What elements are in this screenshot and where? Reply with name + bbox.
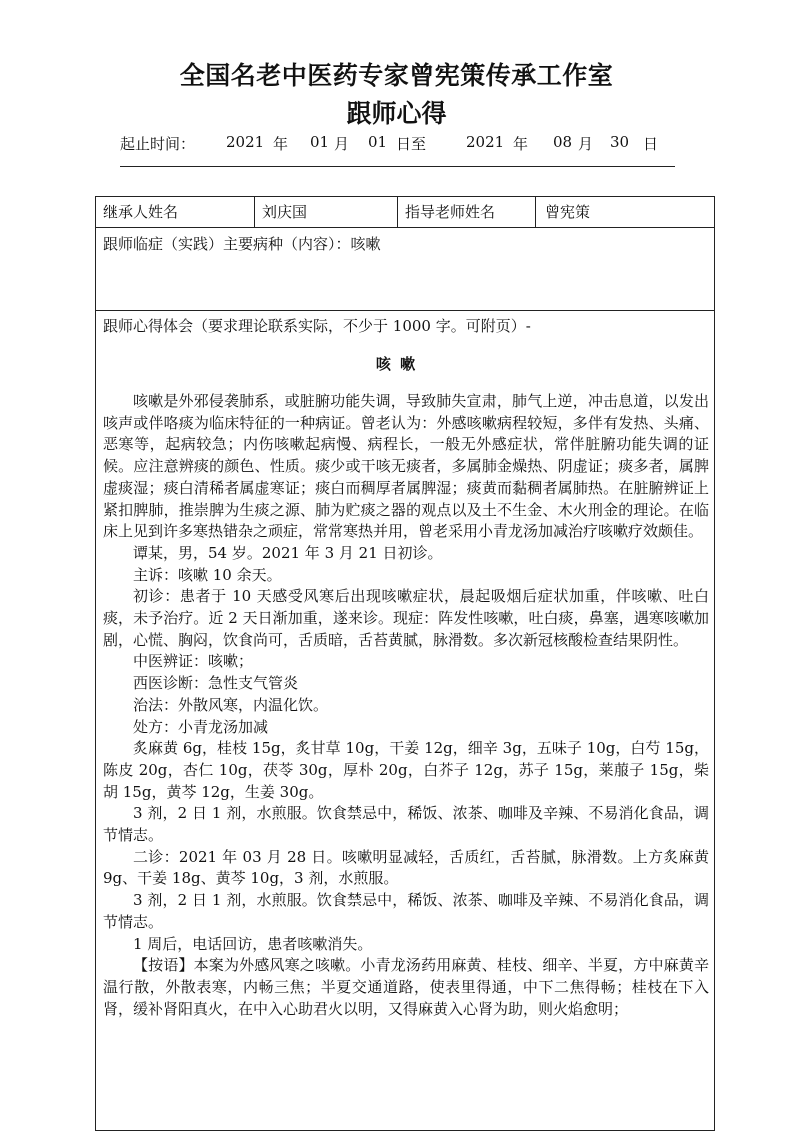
essay-paragraph: 3 剂，2 日 1 剂，水煎服。饮食禁忌中，稀饭、浓茶、咖啡及辛辣、不易消化食品，调节情志。: [103, 804, 709, 845]
start-year-char: 年: [273, 135, 289, 153]
col-divider-1: [254, 196, 255, 227]
essay-paragraph: 【按语】本案为外感风寒之咳嗽。小青龙汤药用麻黄、桂枝、细辛、半夏，方中麻黄辛温行散，外散表寒，内畅三焦；半夏交通道路，使表里得通，中下二焦得畅；桂枝在下入肾，缓补肾阳真火，在中入心助君火以明，又得麻黄入心肾为助，则火焰愈明；: [103, 956, 709, 1018]
essay-body: [103, 391, 709, 1020]
document-subtitle: 跟师心得: [346, 99, 447, 128]
end-day-char: 日: [643, 135, 659, 153]
essay-paragraph: 中医辨证：咳嗽；: [133, 652, 254, 671]
essay-paragraph: 初诊：患者于 10 天感受风寒后出现咳嗽症状，晨起吸烟后症状加重，伴咳嗽、吐白痰，未予治疗。近 2 天日渐加重，遂来诊。现症：阵发性咳嗽，吐白痰，鼻塞，遇寒咳嗽加剧，心慌、胸闷，饮食尚可，舌质暗，舌苔黄腻，脉滑数。多次新冠核酸检查结果阴性。: [103, 587, 709, 649]
essay-paragraph: 1 周后，电话回访，患者咳嗽消失。: [133, 934, 373, 953]
essay-paragraph: 处方：小青龙汤加减: [133, 717, 269, 736]
essay-paragraph: 咳嗽是外邪侵袭肺系，或脏腑功能失调，导致肺失宣肃，肺气上逆，冲击息道，以发出咳声或伴咯痰为临床特征的一种病证。曾老认为：外感咳嗽病程较短，多伴有发热、头痛、恶寒等，起病较急；内伤咳嗽起病慢、病程长，一般无外感症状，常伴脏腑功能失调的证候。应注意辨痰的颜色、性质。痰少或干咳无痰者，多属肺金燥热、阴虚证；痰多者，属脾虚痰湿；痰白清稀者属虚寒证；痰白而稠厚者属脾湿；痰黄而黏稠者属肺热。在脏腑辨证上紧扣脾肺，推崇脾为生痰之源、肺为贮痰之器的观点以及土不生金、木火刑金的理论。在临床上见到许多寒热错杂之顽症，常常寒热并用，曾老采用小青龙汤加减治疗咳嗽疗效颇佳。: [103, 392, 709, 541]
end-month: 08: [553, 133, 573, 151]
row-divider-2: [95, 310, 715, 311]
essay-paragraph: 西医诊断：急性支气管炎: [133, 674, 299, 693]
essay-paragraph: 谭某，男，54 岁。2021 年 3 月 21 日初诊。: [133, 543, 443, 562]
experience-label: 跟师心得体会（要求理论联系实际，不少于 1000 字。可附页）-: [103, 317, 531, 335]
heir-name-label: 继承人姓名: [103, 203, 179, 221]
document-title: 全国名老中医药专家曾宪策传承工作室: [179, 61, 614, 90]
start-month-char: 月: [334, 135, 350, 153]
essay-paragraph: 炙麻黄 6g，桂枝 15g，炙甘草 10g，干姜 12g，细辛 3g，五味子 10g，白芍 15g，陈皮 20g，杏仁 10g，茯苓 30g，厚朴 20g，白芥子 12g，苏子 15g，莱菔子 15g，柴胡 15g，黄芩 12g，生姜 30g。: [103, 739, 709, 801]
start-day-to: 日至: [396, 135, 427, 153]
teacher-name-value: 曾宪策: [545, 203, 591, 221]
end-year-char: 年: [513, 135, 529, 153]
essay-heading: 咳 嗽: [375, 355, 418, 373]
essay-paragraph: 治法：外散风寒，内温化饮。: [133, 695, 329, 714]
end-day: 30: [610, 133, 630, 151]
heir-name-value: 刘庆国: [262, 203, 308, 221]
start-year: 2021: [226, 133, 265, 151]
essay-paragraph: 主诉：咳嗽 10 余天。: [133, 565, 282, 584]
end-month-char: 月: [578, 135, 594, 153]
period-label: 起止时间：: [120, 135, 196, 153]
col-divider-3: [535, 196, 536, 227]
start-day: 01: [368, 133, 388, 151]
practice-content: 跟师临症（实践）主要病种（内容）：咳嗽: [103, 235, 381, 253]
row-divider-1: [95, 227, 715, 228]
essay-paragraph: 3 剂，2 日 1 剂，水煎服。饮食禁忌中，稀饭、浓茶、咖啡及辛辣、不易消化食品，调节情志。: [103, 891, 709, 931]
teacher-name-label: 指导老师姓名: [405, 203, 496, 221]
start-month: 01: [310, 133, 330, 151]
period-underline: [120, 166, 675, 167]
essay-paragraph: 二诊：2021 年 03 月 28 日。咳嗽明显减轻，舌质红，舌苔腻，脉滑数。上方炙麻黄 9g、干姜 18g、黄芩 10g，3 剂，水煎服。: [103, 847, 709, 888]
end-year: 2021: [466, 133, 505, 151]
col-divider-2: [397, 196, 398, 227]
